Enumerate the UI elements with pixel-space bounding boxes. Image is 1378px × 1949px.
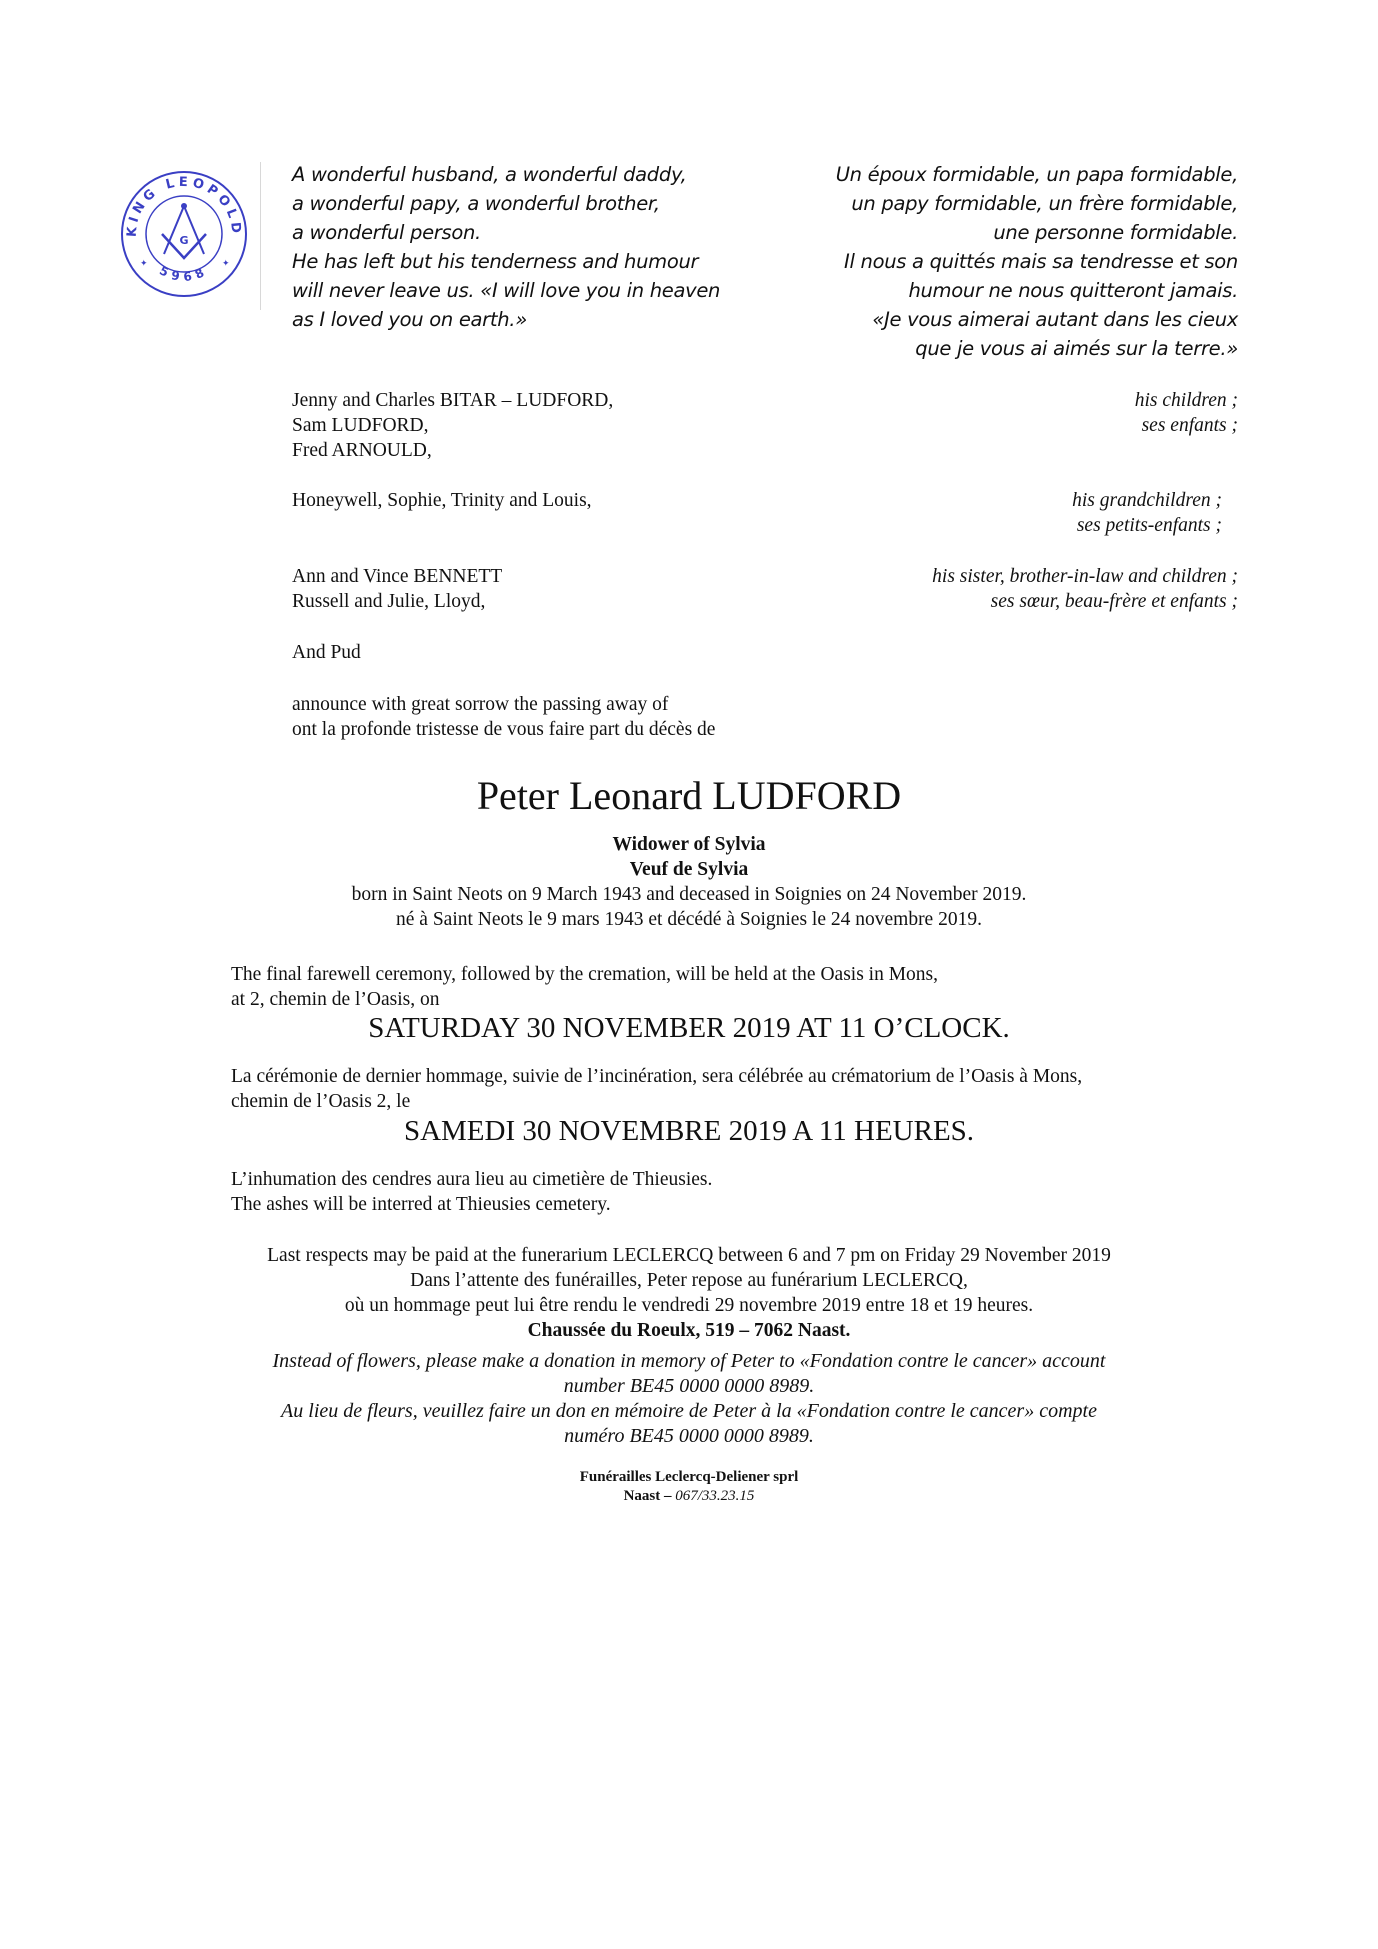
funeral-home-name: Funérailles Leclercq-Deliener sprl	[579, 1469, 799, 1485]
quote-fr-line: humour ne nous quitteront jamais.	[908, 279, 1238, 302]
donation-en: Instead of flowers, please make a donation in memory of Peter to «Fondation contre le cancer» account	[272, 1350, 1106, 1372]
announce-en: announce with great sorrow the passing away of	[292, 694, 669, 715]
respects-en: Last respects may be paid at the funerarium LECLERCQ between 6 and 7 pm on Friday 29 November 2019	[267, 1245, 1111, 1266]
donation-fr: numéro BE45 0000 0000 8989.	[564, 1425, 814, 1447]
donation-fr: Au lieu de fleurs, veuillez faire un don en mémoire de Peter à la «Fondation contre le cancer» compte	[281, 1400, 1097, 1422]
quote-en-line: will never leave us. «I will love you in heaven	[292, 279, 721, 302]
relation-en: his grandchildren ;	[1072, 490, 1222, 511]
relation-fr: ses petits-enfants ;	[1076, 515, 1222, 536]
ceremony-fr-line: chemin de l’Oasis 2, le	[231, 1091, 411, 1112]
born-en: born in Saint Neots on 9 March 1943 and deceased in Soignies on 24 November 2019.	[351, 884, 1027, 905]
family-name: Honeywell, Sophie, Trinity and Louis,	[292, 490, 592, 511]
relation-fr: ses sœur, beau-frère et enfants ;	[990, 591, 1238, 612]
funeral-home	[0, 1468, 1378, 1506]
relation-en: his sister, brother-in-law and children ;	[932, 566, 1238, 587]
ashes-info	[231, 1167, 712, 1217]
quote-en-line: He has left but his tenderness and humour	[292, 250, 699, 273]
ceremony-en-line: at 2, chemin de l’Oasis, on	[231, 989, 440, 1010]
funeral-home-phone: 067/33.23.15	[675, 1488, 755, 1504]
svg-text:✦: ✦	[140, 258, 148, 268]
family-name: Russell and Julie, Lloyd,	[292, 591, 486, 612]
svg-text:✦: ✦	[222, 258, 230, 268]
quote-french	[760, 160, 1238, 363]
announce-fr: ont la profonde tristesse de vous faire part du décès de	[292, 719, 716, 740]
svg-text:5968	[157, 263, 211, 284]
logo-text-bottom: 5968	[157, 263, 211, 285]
ceremony-en-line: The final farewell ceremony, followed by the cremation, will be held at the Oasis in Mons,	[231, 964, 939, 985]
logo-text-top: KING LEOPOLD	[124, 174, 244, 238]
ceremony-date-french: SAMEDI 30 NOVEMBRE 2019 A 11 HEURES.	[403, 1115, 975, 1147]
birth-death-info	[0, 882, 1378, 932]
respects-fr: où un hommage peut lui être rendu le vendredi 29 novembre 2019 entre 18 et 19 heures.	[344, 1295, 1034, 1316]
quote-en-line: a wonderful person.	[292, 221, 481, 244]
last-respects	[0, 1243, 1378, 1343]
ceremony-english	[231, 962, 938, 1012]
quote-fr-line: Un époux formidable, un papa formidable,	[835, 163, 1238, 186]
ceremony-french	[231, 1064, 1082, 1114]
donation-info	[0, 1349, 1378, 1449]
masonic-lodge-logo	[118, 162, 261, 310]
donation-en: number BE45 0000 0000 8989.	[563, 1375, 815, 1397]
family-name: Fred ARNOULD,	[292, 440, 432, 461]
quote-fr-line: «Je vous aimerai autant dans les cieux	[872, 308, 1238, 331]
quote-fr-line: Il nous a quittés mais sa tendresse et son	[844, 250, 1238, 273]
relation-en: his children ;	[1134, 390, 1238, 411]
ashes-fr: L’inhumation des cendres aura lieu au cimetière de Thieusies.	[231, 1169, 713, 1190]
funeral-home-place: Naast –	[623, 1488, 672, 1504]
quote-fr-line: un papy formidable, un frère formidable,	[851, 192, 1238, 215]
announcement	[292, 692, 715, 742]
quote-en-line: A wonderful husband, a wonderful daddy,	[292, 163, 687, 186]
quote-en-line: a wonderful papy, a wonderful brother,	[292, 192, 660, 215]
family-name: And Pud	[292, 642, 361, 663]
widower-en: Widower of Sylvia	[612, 834, 766, 855]
widower-status	[0, 832, 1378, 882]
compass-square-icon	[118, 162, 250, 302]
quote-fr-line: une personne formidable.	[993, 221, 1238, 244]
family-name: Ann and Vince BENNETT	[292, 566, 503, 587]
widower-fr: Veuf de Sylvia	[629, 859, 749, 880]
quote-english	[292, 160, 752, 334]
ashes-en: The ashes will be interred at Thieusies cemetery.	[231, 1194, 611, 1215]
born-fr: né à Saint Neots le 9 mars 1943 et décédé à Soignies le 24 novembre 2019.	[396, 909, 982, 930]
funerarium-address: Chaussée du Roeulx, 519 – 7062 Naast.	[527, 1320, 851, 1341]
relation-fr: ses enfants ;	[1141, 415, 1238, 436]
family-name: Sam LUDFORD,	[292, 415, 429, 436]
quote-fr-line: que je vous ai aimés sur la terre.»	[915, 337, 1238, 360]
svg-text:G: G	[179, 234, 189, 247]
ceremony-date-english: SATURDAY 30 NOVEMBER 2019 AT 11 O’CLOCK.	[368, 1012, 1010, 1044]
deceased-name: Peter Leonard LUDFORD	[476, 773, 902, 818]
respects-fr: Dans l’attente des funérailles, Peter repose au funérarium LECLERCQ,	[410, 1270, 968, 1291]
ceremony-fr-line: La cérémonie de dernier hommage, suivie de l’incinération, sera célébrée au crématorium de l’Oasis à Mons,	[231, 1066, 1083, 1087]
family-name: Jenny and Charles BITAR – LUDFORD,	[292, 390, 614, 411]
quote-en-line: as I loved you on earth.»	[292, 308, 527, 331]
